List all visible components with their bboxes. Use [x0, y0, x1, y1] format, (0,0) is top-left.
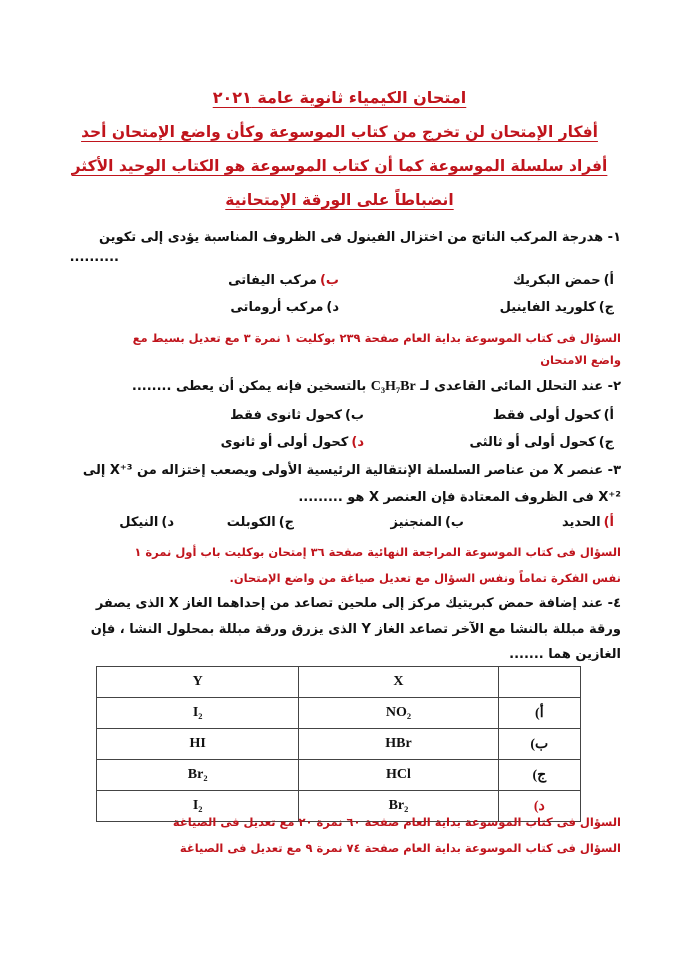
q1-option-b[interactable] — [228, 273, 339, 288]
option-text: كحول أولى أو ثالثى — [469, 435, 596, 450]
q2-option-b[interactable] — [230, 408, 364, 423]
row-label: ب) — [498, 729, 580, 760]
q2-option-c[interactable] — [470, 435, 614, 450]
q3-source-note-line-2: نفس الفكرة تماماً ونفس السؤال مع تعديل صياغة من واضع الإمتحان. — [229, 571, 621, 585]
q1-option-d[interactable] — [230, 300, 339, 315]
q1-option-a[interactable] — [513, 273, 614, 288]
option-text: المنجنيز — [390, 515, 442, 530]
row-label: د) — [498, 791, 580, 822]
option-label: أ) — [603, 273, 614, 288]
row-y-value: I₂ — [97, 698, 299, 729]
table-header-y: Y — [97, 667, 299, 698]
table-header-row — [97, 667, 581, 698]
option-text: حمض البكريك — [512, 273, 601, 288]
q3-option-a[interactable] — [562, 515, 614, 530]
option-text: كلوريد الفاينيل — [499, 300, 596, 315]
option-text: مركب أروماتى — [230, 300, 324, 315]
header-subtitle-line-2: أفراد سلسلة الموسوعة كما أن كتاب الموسوعة هو الكتاب الوحيد الأكثر — [71, 157, 608, 175]
q3-source-note-line-1: السؤال فى كتاب الموسوعة المراجعة النهائية صفحة ٣٦ إمتحان بوكليت باب أول نمرة ١ — [134, 545, 621, 559]
q4-source-note-line-1: السؤال فى كتاب الموسوعة بداية العام صفحة ٦٠ نمرة ٢٠ مع تعديل فى الصياغة — [172, 815, 621, 829]
option-label: أ) — [603, 408, 614, 423]
row-x-value: HBr — [299, 729, 498, 760]
q4-options-table — [96, 666, 581, 822]
option-text: مركب اليفاتى — [228, 273, 317, 288]
option-text: الحديد — [561, 515, 601, 530]
table-header-label — [498, 667, 580, 698]
question-3-text-line-2: X⁺² فى الظروف المعتادة فإن العنصر X هو ......... — [298, 490, 621, 505]
row-x-value: HCl — [299, 760, 498, 791]
option-label: ب) — [344, 408, 364, 423]
q3-option-c[interactable] — [227, 515, 294, 530]
q4-source-note-line-2: السؤال فى كتاب الموسوعة بداية العام صفحة ٧٤ نمرة ٩ مع تعديل فى الصياغة — [179, 841, 621, 855]
option-text: النيكل — [119, 515, 159, 530]
q2-option-a[interactable] — [493, 408, 614, 423]
table-row[interactable] — [97, 760, 581, 791]
option-label: ج) — [598, 435, 614, 450]
question-4-text-line-2: ورقة مبللة بالنشا مع الآخر تصاعد الغاز Y الذى يزرق ورقة مبللة بمحلول النشا ، فإن — [90, 622, 621, 637]
page-title: امتحان الكيمياء ثانوية عامة ٢٠٢١ — [212, 88, 467, 107]
table-row[interactable] — [97, 698, 581, 729]
question-4-text-line-1: ٤- عند إضافة حمض كبريتيك مركز إلى ملحين تصاعد من إحداهما الغاز X الذى يصفر — [95, 596, 621, 611]
question-3-text-line-1: ٣- عنصر X من عناصر السلسلة الإنتقالية الرئيسية الأولى ويصعب إختزاله من X⁺³ إلى — [82, 463, 621, 478]
row-y-value: Br₂ — [97, 760, 299, 791]
question-1-blank: .......... — [69, 250, 119, 265]
question-2-text — [50, 377, 621, 397]
option-label: ج) — [598, 300, 614, 315]
row-label: أ) — [498, 698, 580, 729]
question-4-text-line-3: الغازين هما ....... — [509, 647, 621, 662]
table-header-x: X — [299, 667, 498, 698]
option-label: د) — [351, 435, 364, 450]
header-subtitle-line-1: أفكار الإمتحان لن تخرج من كتاب الموسوعة وكأن واضع الإمتحان أحد — [81, 123, 598, 141]
option-text: الكوبلت — [226, 515, 276, 530]
q2-option-d[interactable] — [221, 435, 364, 450]
option-text: كحول ثانوى فقط — [230, 408, 342, 423]
option-label: أ) — [603, 515, 614, 530]
row-y-value: I₂ — [97, 791, 299, 822]
question-1-text: ١- هدرجة المركب الناتج من اختزال الفينول فى الظروف المناسبة يؤدى إلى تكوين — [98, 230, 621, 245]
q3-option-b[interactable] — [391, 515, 464, 530]
header-subtitle-line-3: انضباطاً على الورقة الإمتحانية — [225, 191, 454, 209]
option-label: ب) — [319, 273, 339, 288]
row-y-value: HI — [97, 729, 299, 760]
q3-option-d[interactable] — [119, 515, 174, 530]
question-2-text-part-2: بالتسخين فإنه يمكن أن يعطى ........ — [131, 379, 367, 394]
option-label: د) — [161, 515, 174, 530]
q1-source-note-line-1: السؤال فى كتاب الموسوعة بداية العام صفحة ٢٣٩ بوكليت ١ نمرة ٣ مع تعديل بسيط مع — [132, 331, 621, 345]
table-row[interactable] — [97, 729, 581, 760]
row-x-value: Br₂ — [299, 791, 498, 822]
row-label: ج) — [498, 760, 580, 791]
row-x-value: NO₂ — [299, 698, 498, 729]
option-label: ج) — [278, 515, 294, 530]
option-label: د) — [326, 300, 339, 315]
q1-source-note-line-2: واضع الامتحان — [540, 353, 621, 367]
option-text: كحول أولى أو ثانوى — [220, 435, 349, 450]
question-2-formula: C₃H₇Br — [370, 379, 416, 394]
question-2-text-part-1: ٢- عند التحلل المائى القاعدى لـ — [420, 379, 621, 394]
option-text: كحول أولى فقط — [492, 408, 601, 423]
q1-option-c[interactable] — [500, 300, 614, 315]
option-label: ب) — [444, 515, 464, 530]
